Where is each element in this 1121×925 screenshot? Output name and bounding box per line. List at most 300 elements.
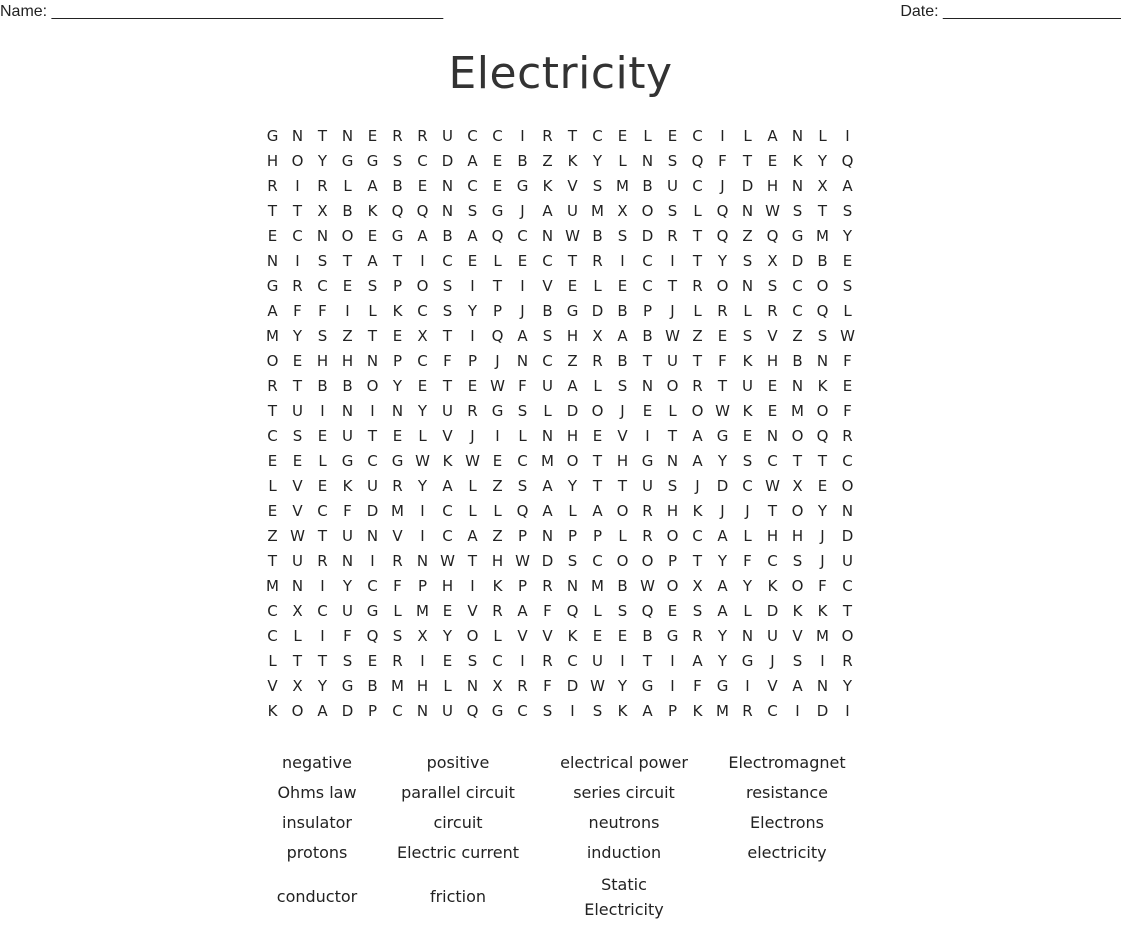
grid-letter: V [517,627,528,645]
grid-letter: I [495,427,500,445]
grid-letter: C [767,552,778,570]
grid-letter: C [517,702,528,720]
grid-letter: N [441,177,454,195]
grid-letter: D [341,702,354,720]
grid-row [260,124,860,149]
grid-letter: E [417,177,428,195]
grid-letter: I [420,652,425,670]
grid-letter: N [441,202,454,220]
grid-letter: O [291,702,304,720]
grid-letter: Q [566,602,579,620]
grid-letter: E [842,377,853,395]
grid-letter: C [417,302,428,320]
grid-letter: W [415,452,430,470]
grid-letter: E [767,402,778,420]
word-bank-item: negative [282,753,352,772]
grid-letter: S [442,277,453,295]
grid-letter: H [316,352,329,370]
grid-row [260,599,860,624]
grid-letter: U [292,402,303,420]
grid-letter: E [317,477,328,495]
grid-letter: Y [417,477,428,495]
grid-letter: T [342,252,353,270]
grid-letter: Q [391,202,404,220]
grid-letter: S [667,152,678,170]
grid-letter: L [693,302,702,320]
grid-letter: O [466,627,479,645]
grid-letter: K [767,577,778,595]
grid-letter: L [618,527,627,545]
grid-letter: I [820,652,825,670]
grid-letter: L [568,502,577,520]
grid-row [260,424,860,449]
grid-letter: J [820,552,825,570]
grid-letter: F [843,402,852,420]
grid-letter: B [792,352,803,370]
grid-letter: Y [617,677,628,695]
grid-letter: S [667,202,678,220]
grid-letter: Y [817,152,828,170]
grid-letter: P [517,577,528,595]
grid-letter: V [267,677,278,695]
grid-letter: A [417,227,428,245]
grid-letter: O [666,377,679,395]
grid-letter: K [492,577,503,595]
grid-letter: E [367,227,378,245]
grid-letter: I [670,677,675,695]
word-bank-item: parallel circuit [401,783,515,802]
grid-letter: S [742,252,753,270]
grid-letter: L [493,252,502,270]
grid-letter: F [543,677,552,695]
word-bank-item: induction [586,843,662,862]
grid-letter: E [592,627,603,645]
grid-letter: L [268,652,277,670]
grid-letter: B [342,377,353,395]
grid-letter: Q [491,227,504,245]
grid-letter: D [741,177,754,195]
grid-letter: K [692,502,703,520]
grid-letter: D [441,152,454,170]
grid-letter: T [292,377,303,395]
grid-letter: S [767,277,778,295]
grid-letter: E [617,277,628,295]
grid-letter: L [368,302,377,320]
grid-letter: K [567,627,578,645]
grid-letter: I [320,627,325,645]
grid-row [260,374,860,399]
grid-letter: E [567,277,578,295]
grid-letter: U [442,702,453,720]
grid-letter: C [542,252,553,270]
grid-letter: Z [492,477,503,495]
grid-letter: T [692,352,703,370]
grid-letter: L [743,527,752,545]
grid-letter: P [392,352,403,370]
grid-letter: S [592,177,603,195]
grid-letter: E [267,227,278,245]
grid-letter: C [367,452,378,470]
grid-letter: E [592,427,603,445]
word-bank-item: positive [426,753,490,772]
grid-letter: G [516,177,529,195]
grid-letter: F [718,152,727,170]
grid-letter: N [266,252,279,270]
grid-letter: Q [716,202,729,220]
grid-letter: B [367,677,378,695]
grid-letter: Y [817,502,828,520]
grid-letter: N [541,227,554,245]
grid-letter: V [792,627,803,645]
grid-letter: U [767,627,778,645]
grid-letter: A [567,377,578,395]
grid-letter: Z [792,327,803,345]
grid-letter: X [617,202,628,220]
grid-letter: T [792,452,803,470]
grid-letter: L [493,502,502,520]
grid-letter: J [670,302,675,320]
grid-letter: S [617,377,628,395]
grid-letter: S [692,602,703,620]
grid-letter: F [543,602,552,620]
grid-letter: H [441,577,454,595]
grid-letter: P [467,352,478,370]
grid-letter: K [792,152,803,170]
grid-letter: K [442,452,453,470]
grid-letter: L [668,402,677,420]
grid-letter: L [743,602,752,620]
grid-letter: W [765,202,780,220]
grid-letter: N [741,627,754,645]
grid-letter: C [842,577,853,595]
grid-letter: R [692,277,703,295]
grid-letter: O [366,377,379,395]
grid-letter: O [791,427,804,445]
grid-letter: S [617,227,628,245]
grid-letter: V [767,327,778,345]
grid-row [260,224,860,249]
grid-letter: S [842,277,853,295]
word-bank-item: neutrons [588,813,660,832]
grid-letter: Q [716,227,729,245]
grid-letter: I [370,402,375,420]
grid-letter: A [542,502,553,520]
grid-letter: E [367,652,378,670]
grid-letter: B [617,352,628,370]
grid-letter: K [692,702,703,720]
grid-letter: J [520,202,525,220]
grid-letter: Y [467,302,478,320]
grid-letter: E [742,427,753,445]
grid-letter: M [541,452,554,470]
grid-letter: Y [717,627,728,645]
grid-letter: G [491,402,504,420]
grid-letter: I [620,652,625,670]
grid-letter: R [542,652,553,670]
grid-letter: A [517,602,528,620]
grid-letter: O [841,477,854,495]
grid-letter: Y [717,252,728,270]
grid-letter: L [468,477,477,495]
grid-letter: I [845,702,850,720]
grid-letter: W [290,527,305,545]
grid-letter: L [693,202,702,220]
grid-letter: U [367,477,378,495]
grid-letter: T [367,427,378,445]
grid-letter: Q [691,152,704,170]
grid-letter: M [591,577,604,595]
grid-letter: Y [342,577,353,595]
grid-letter: V [292,502,303,520]
grid-letter: R [842,652,853,670]
grid-row [260,674,860,699]
grid-letter: O [816,277,829,295]
grid-letter: A [367,252,378,270]
grid-letter: D [366,502,379,520]
grid-letter: F [718,352,727,370]
grid-letter: B [617,302,628,320]
grid-letter: G [341,677,354,695]
grid-letter: I [745,677,750,695]
grid-letter: A [717,527,728,545]
grid-letter: Z [567,352,578,370]
grid-letter: R [692,627,703,645]
grid-letter: D [766,602,779,620]
grid-letter: Q [491,327,504,345]
grid-letter: B [817,252,828,270]
grid-letter: H [791,527,804,545]
grid-letter: L [443,677,452,695]
grid-letter: Q [816,302,829,320]
grid-letter: E [267,452,278,470]
grid-letter: R [517,677,528,695]
grid-letter: D [541,552,554,570]
grid-letter: L [293,627,302,645]
word-bank-item: Electric current [396,843,520,862]
grid-letter: N [341,402,354,420]
grid-letter: C [642,277,653,295]
grid-letter: F [743,552,752,570]
grid-letter: T [642,352,653,370]
word-bank-item: electricity [747,843,827,862]
grid-letter: N [816,677,829,695]
grid-letter: S [392,152,403,170]
grid-letter: Q [366,627,379,645]
grid-letter: D [841,527,854,545]
grid-letter: L [593,277,602,295]
grid-letter: I [620,252,625,270]
grid-letter: T [667,277,678,295]
grid-row [260,574,860,599]
grid-letter: Q [766,227,779,245]
grid-letter: G [716,677,729,695]
grid-letter: M [416,602,429,620]
grid-letter: N [466,677,479,695]
grid-letter: E [667,127,678,145]
grid-letter: N [291,577,304,595]
grid-letter: M [716,702,729,720]
grid-letter: C [417,352,428,370]
grid-row [260,199,860,224]
grid-letter: O [291,152,304,170]
grid-letter: T [817,452,828,470]
grid-letter: O [691,402,704,420]
grid-letter: S [517,477,528,495]
grid-letter: Y [567,477,578,495]
grid-row [260,149,860,174]
grid-letter: I [320,402,325,420]
grid-letter: T [267,552,278,570]
grid-letter: L [518,427,527,445]
grid-letter: I [520,127,525,145]
grid-letter: A [692,652,703,670]
grid-letter: K [617,702,628,720]
grid-letter: B [317,377,328,395]
grid-letter: P [392,277,403,295]
grid-letter: N [366,527,379,545]
grid-letter: X [317,202,328,220]
grid-letter: E [617,127,628,145]
grid-letter: L [493,627,502,645]
word-bank-item: Electromagnet [728,753,846,772]
grid-letter: I [470,277,475,295]
grid-letter: G [566,302,579,320]
grid-letter: B [642,327,653,345]
grid-letter: X [292,602,303,620]
grid-letter: L [543,402,552,420]
grid-letter: T [842,602,853,620]
grid-letter: W [665,327,680,345]
grid-row [260,324,860,349]
grid-letter: S [467,652,478,670]
grid-letter: E [367,127,378,145]
grid-letter: P [567,527,578,545]
grid-letter: G [491,702,504,720]
grid-letter: R [542,577,553,595]
grid-letter: S [542,327,553,345]
grid-letter: U [342,427,353,445]
grid-letter: C [492,127,503,145]
grid-letter: X [767,252,778,270]
grid-letter: J [770,652,775,670]
word-bank-item: insulator [282,813,352,832]
grid-letter: C [692,177,703,195]
grid-letter: A [717,602,728,620]
grid-letter: J [695,477,700,495]
grid-letter: I [470,327,475,345]
grid-letter: I [320,577,325,595]
grid-letter: B [542,302,553,320]
grid-letter: N [666,452,679,470]
grid-letter: A [467,227,478,245]
grid-letter: E [767,152,778,170]
grid-letter: I [795,702,800,720]
grid-letter: E [817,477,828,495]
word-bank-item: friction [429,887,487,906]
grid-letter: K [567,152,578,170]
grid-row [260,624,860,649]
grid-letter: C [267,627,278,645]
grid-letter: S [667,477,678,495]
grid-letter: S [792,202,803,220]
grid-letter: N [766,427,779,445]
grid-letter: B [517,152,528,170]
word-bank-item: electrical power [560,753,688,772]
grid-letter: I [645,427,650,445]
grid-letter: C [492,652,503,670]
grid-letter: E [392,427,403,445]
grid-letter: E [842,252,853,270]
grid-letter: N [791,377,804,395]
grid-letter: P [592,527,603,545]
grid-letter: C [592,127,603,145]
grid-letter: T [592,477,603,495]
grid-letter: I [295,177,300,195]
grid-letter: A [717,577,728,595]
grid-letter: M [266,577,279,595]
grid-letter: D [566,402,579,420]
grid-letter: E [417,377,428,395]
grid-letter: A [442,477,453,495]
grid-letter: U [667,352,678,370]
word-search-grid [260,124,860,724]
grid-letter: O [416,277,429,295]
grid-letter: R [542,127,553,145]
grid-letter: E [392,327,403,345]
grid-letter: Y [592,152,603,170]
grid-letter: S [342,652,353,670]
grid-letter: U [642,477,653,495]
grid-letter: H [341,352,354,370]
grid-letter: S [592,702,603,720]
grid-letter: A [317,702,328,720]
grid-letter: F [343,502,352,520]
grid-letter: Q [466,702,479,720]
grid-letter: O [841,627,854,645]
grid-row [260,299,860,324]
grid-letter: T [442,327,453,345]
grid-letter: G [491,202,504,220]
grid-letter: H [566,427,579,445]
grid-letter: O [616,552,629,570]
grid-letter: O [641,552,654,570]
grid-letter: X [417,327,428,345]
grid-letter: E [292,452,303,470]
grid-letter: O [666,527,679,545]
grid-letter: Z [692,327,703,345]
grid-letter: T [642,652,653,670]
grid-letter: R [667,227,678,245]
grid-letter: N [316,227,329,245]
grid-letter: K [392,302,403,320]
grid-letter: R [592,252,603,270]
grid-letter: Z [267,527,278,545]
page-title: Electricity [448,48,673,99]
grid-letter: R [317,552,328,570]
grid-letter: L [468,502,477,520]
grid-letter: F [293,302,302,320]
grid-letter: B [442,227,453,245]
grid-letter: T [667,427,678,445]
grid-letter: E [492,177,503,195]
grid-letter: S [292,427,303,445]
grid-letter: B [642,177,653,195]
grid-letter: T [592,452,603,470]
grid-letter: E [492,152,503,170]
grid-letter: L [268,477,277,495]
grid-letter: R [317,177,328,195]
grid-letter: Y [442,627,453,645]
